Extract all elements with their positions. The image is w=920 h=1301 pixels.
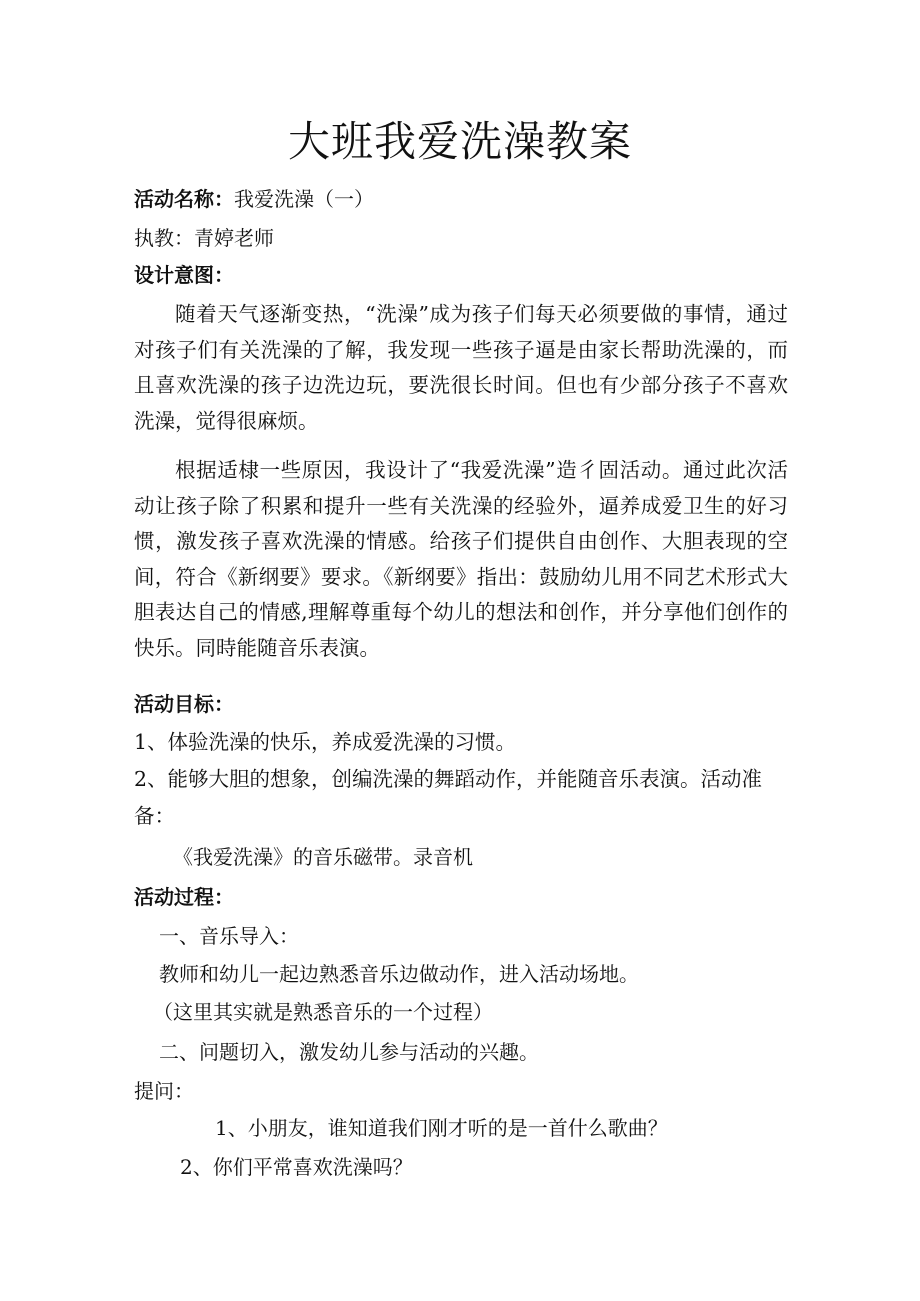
design-intent-heading: 设计意图： xyxy=(134,263,234,287)
question-1: 1、小朋友，谁知道我们刚才听的是一首什么歌曲？ xyxy=(215,1116,668,1140)
materials-line: 《我爱洗澡》的音乐磁带。录音机 xyxy=(173,845,473,869)
goal-2-line-1: 2、能够大胆的想象，创编洗澡的舞蹈动作，并能随音乐表演。活动准 xyxy=(134,767,763,791)
teacher-line: 执教：青婷老师 xyxy=(134,226,274,250)
goals-heading: 活动目标： xyxy=(134,692,234,716)
design-paragraph-1: 随着天气逐渐变热，“洗澡”成为孩子们每天必须要做的事情，通过对孩子们有关洗澡的了解，我发现一些孩子逼是由家长帮助洗澡的，而且喜欢洗澡的孩子边洗边玩，要洗很长时间。但也有少部分孩子不喜欢洗澡，觉得很麻烦。 xyxy=(134,302,788,433)
goal-2-line-2: 备： xyxy=(134,804,175,828)
document-title: 大班我爱洗澡教案 xyxy=(287,117,632,166)
design-paragraph-2: 根据适棣一些原因，我设计了“我爱洗澡”造彳固活动。通过此次活动让孩子除了积累和提升一些有关洗澡的经验外，逼养成爱卫生的好习惯，激发孩子喜欢洗澡的情感。给孩子们提供自由创作、大胆表现的空间，符合《新纲要》要求。《新纲要》指出：鼓励幼儿用不同艺术形式大胆表达自己的情感,理解尊重每个幼儿的想法和创作，并分享他们创作的快乐。同時能随音乐表演。 xyxy=(134,458,788,660)
activity-name-value: 我爱洗澡（一） xyxy=(234,187,374,211)
step-1-title: 一、音乐导入： xyxy=(159,924,299,948)
goal-1: 1、体验洗澡的快乐，养成爱洗澡的习惯。 xyxy=(134,730,517,754)
activity-name-label: 活动名称： xyxy=(134,187,234,211)
step-2-title: 二、问题切入，激发幼儿参与活动的兴趣。 xyxy=(159,1040,539,1064)
process-heading: 活动过程： xyxy=(134,885,234,909)
activity-name-line xyxy=(134,182,374,216)
question-label: 提问： xyxy=(134,1079,194,1103)
question-2: 2、你们平常喜欢洗澡吗？ xyxy=(180,1155,413,1179)
step-1-text: 教师和幼儿一起边熟悉音乐边做动作，进入活动场地。 xyxy=(159,962,639,986)
step-1-note: （这里其实就是熟悉音乐的一个过程） xyxy=(153,1000,493,1024)
